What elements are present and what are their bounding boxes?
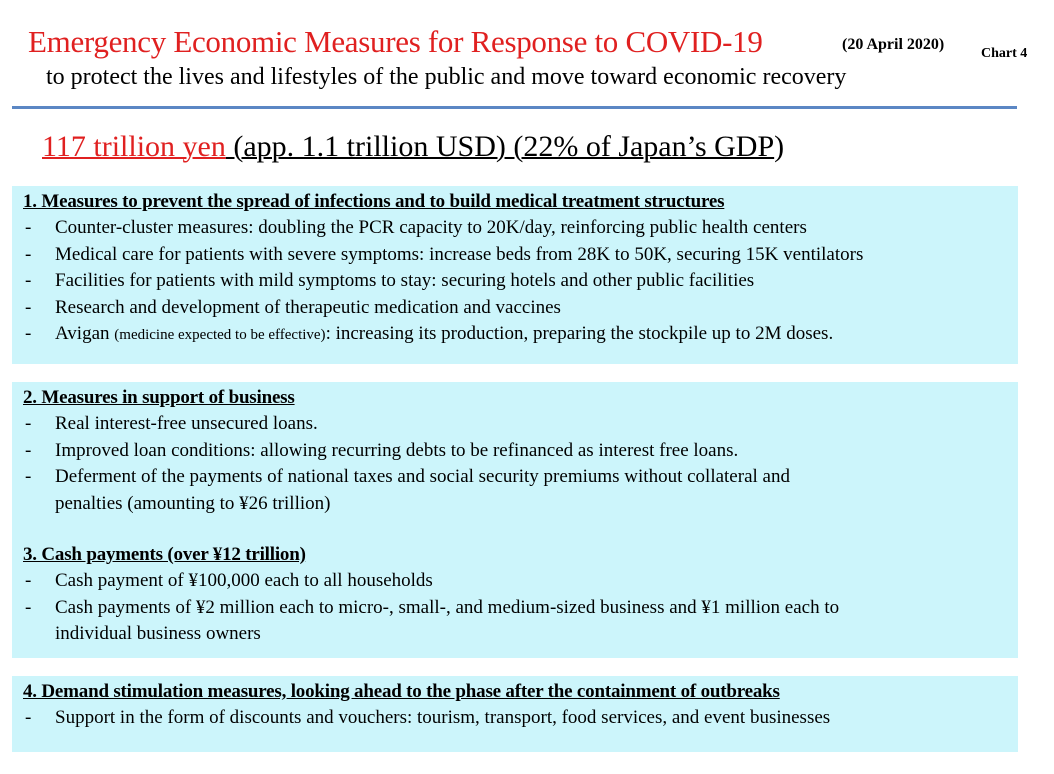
list-item-text: Improved loan conditions: allowing recurring debts to be refinanced as interest free loans.: [55, 439, 739, 461]
section-spacer: [23, 517, 1018, 543]
section-infection-measures: [12, 186, 1018, 364]
headline-close: ): [774, 130, 785, 163]
list-item-text: Facilities for patients with mild symptoms to stay: securing hotels and other public facilities: [55, 270, 755, 291]
total-amount-headline: [42, 130, 784, 164]
list-item: [23, 321, 1018, 349]
headline-amount: 117 trillion yen: [42, 130, 226, 163]
headline-detail: (app. 1.1 trillion USD) (22% of Japan’s GDP: [225, 130, 775, 163]
section-business-and-cash: [12, 382, 1018, 658]
page-title: Emergency Economic Measures for Response to COVID-19: [28, 24, 763, 59]
list-item-text: Medical care for patients with severe symptoms: increase beds from 28K to 50K, securing 15K ventilators: [55, 243, 864, 265]
list-item: [23, 215, 1018, 242]
section-title: 1. Measures to prevent the spread of infections and to build medical treatment structures: [23, 191, 725, 212]
bullet-dash: -: [25, 243, 32, 265]
bullet-dash: -: [25, 707, 32, 728]
list-item: [23, 438, 1018, 465]
list-item-text: Cash payment of ¥100,000 each to all households: [55, 570, 433, 591]
list-item-text: Research and development of therapeutic medication and vaccines: [55, 296, 561, 318]
list-item-text-continued: individual business owners: [55, 623, 261, 644]
bullet-dash: -: [25, 296, 32, 318]
page-subtitle: to protect the lives and lifestyles of the public and move toward economic recovery: [46, 64, 847, 90]
section-title: 3. Cash payments (over ¥12 trillion): [23, 544, 306, 565]
list-item-text: Counter-cluster measures: doubling the PCR capacity to 20K/day, reinforcing public health centers: [55, 217, 807, 238]
bullet-dash: -: [25, 270, 32, 291]
list-item: [23, 295, 1018, 322]
avigan-note: (medicine expected to be effective): [114, 327, 326, 343]
avigan-tail: : increasing its production, preparing the stockpile up to 2M doses.: [325, 323, 834, 344]
list-item: [23, 595, 1018, 648]
list-item-text-continued: penalties (amounting to ¥26 trillion): [55, 492, 331, 514]
list-item: [23, 568, 1018, 595]
bullet-dash: -: [25, 323, 32, 344]
list-item: [23, 705, 1018, 732]
section-title: 4. Demand stimulation measures, looking ahead to the phase after the containment of outbreaks: [23, 681, 780, 702]
bullet-list: [23, 705, 1018, 732]
bullet-dash: -: [25, 217, 32, 238]
chart-number-label: Chart 4: [981, 46, 1028, 61]
bullet-list: [23, 568, 1018, 648]
bullet-dash: -: [25, 570, 32, 591]
list-item: [23, 242, 1018, 269]
list-item-text: Cash payments of ¥2 million each to micro-, small-, and medium-sized business and ¥1 million each to: [55, 596, 840, 618]
bullet-dash: -: [25, 466, 32, 487]
bullet-dash: -: [25, 439, 32, 461]
list-item: [23, 268, 1018, 295]
list-item-text: Support in the form of discounts and vouchers: tourism, transport, food services, and event businesses: [55, 707, 831, 728]
bullet-list: [23, 215, 1018, 349]
list-item: [23, 464, 1018, 517]
avigan-lead: Avigan: [55, 323, 115, 344]
date-label: (20 April 2020): [842, 36, 945, 53]
section-demand-stimulation: [12, 676, 1018, 752]
bullet-list: [23, 411, 1018, 517]
list-item-text: Deferment of the payments of national taxes and social security premiums without collateral and: [55, 466, 790, 487]
section-title: 2. Measures in support of business: [23, 387, 295, 408]
list-item: [23, 411, 1018, 438]
header-divider: [12, 106, 1017, 109]
bullet-dash: -: [25, 596, 32, 618]
bullet-dash: -: [25, 413, 32, 434]
list-item-text: Real interest-free unsecured loans.: [55, 413, 318, 434]
